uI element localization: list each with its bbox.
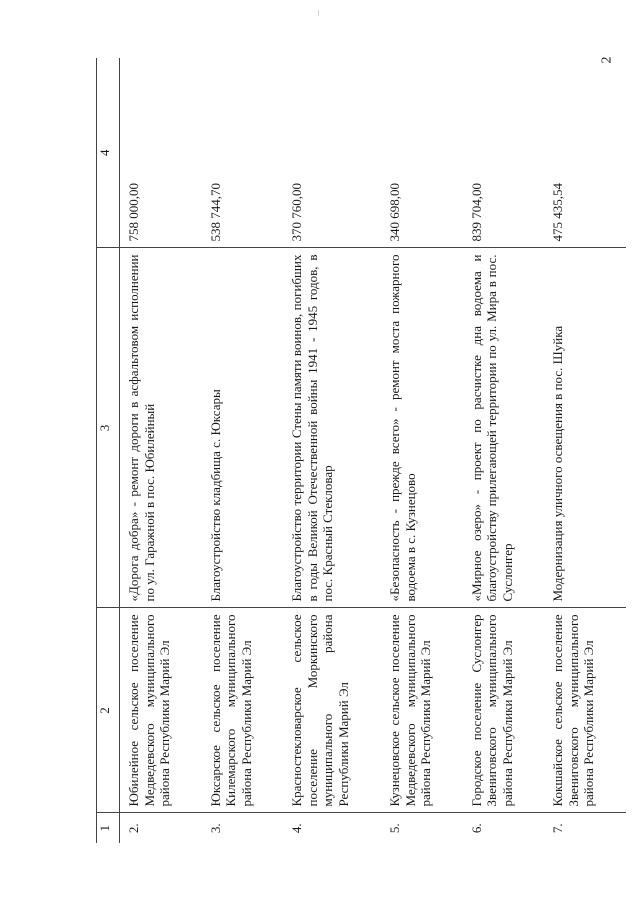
page-number: 2: [599, 56, 615, 64]
grant-amount: 475 435,54: [544, 58, 626, 248]
grant-amount: 538 744,70: [202, 58, 284, 248]
project-description: «Мирное озеро» - проект по расчистке дна водоема и благоустройству прилегающей территории по ул. Мира в пос. Суслонгер: [463, 248, 545, 608]
column-header-3: 3: [97, 248, 120, 608]
column-header-2: 2: [97, 608, 120, 813]
row-number: 5.: [387, 823, 403, 834]
project-description: Благоустройство территории Стены памяти воинов, погибших в годы Великой Отечественной войны 1941 - 1945 годов, в пос. Красный Стекловар: [283, 248, 381, 608]
column-header-1: 1: [97, 813, 120, 843]
settlement-name: Юксарское сельское поселение Килемарского муниципального района Республики Марий Эл: [202, 608, 284, 813]
settlement-name: Юбилейное сельское поселение Медведевского муниципального района Республики Марий Эл: [120, 608, 202, 813]
grants-table: [96, 58, 626, 843]
table-row: [283, 58, 381, 843]
table-row: [463, 58, 545, 843]
row-number: 3.: [207, 823, 223, 834]
table-row: [381, 58, 463, 843]
grant-amount: 370 760,00: [283, 58, 381, 248]
project-description: «Дорога добра» - ремонт дороги в асфальтовом исполнении по ул. Гаражной в пос. Юбилейный: [120, 248, 202, 608]
settlement-name: Кузнецовское сельское поселение Медведевского муниципального района Республики Марий Эл: [381, 608, 463, 813]
table-row: [120, 58, 202, 843]
settlement-name: Городское поселение Суслонгер Звениговского муниципального района Республики Марий Эл: [463, 608, 545, 813]
table-row: [544, 58, 626, 843]
grant-amount: 340 698,00: [381, 58, 463, 248]
header-row: [97, 58, 120, 843]
row-number: 2.: [126, 823, 141, 834]
row-number: 7.: [550, 823, 566, 834]
project-description: Благоустройство кладбища с. Юксары: [202, 248, 284, 608]
row-number: 6.: [468, 823, 484, 834]
table-row: [202, 58, 284, 843]
project-description: Модернизация уличного освещения в пос. Шуйка: [544, 248, 626, 608]
grant-amount: 839 704,00: [463, 58, 545, 248]
settlement-name: Кокшайское сельское поселение Звениговского муниципального района Республики Марий Эл: [544, 608, 626, 813]
column-header-4: 4: [97, 58, 120, 248]
project-description: «Безопасность - прежде всего» - ремонт моста пожарного водоема в с. Кузнецово: [381, 248, 463, 608]
settlement-name: Красностекловарское сельское поселение Моркинского муниципального района Республики Марий Эл: [283, 608, 381, 813]
grant-amount: 758 000,00: [120, 58, 202, 248]
row-number: 4.: [289, 823, 305, 834]
